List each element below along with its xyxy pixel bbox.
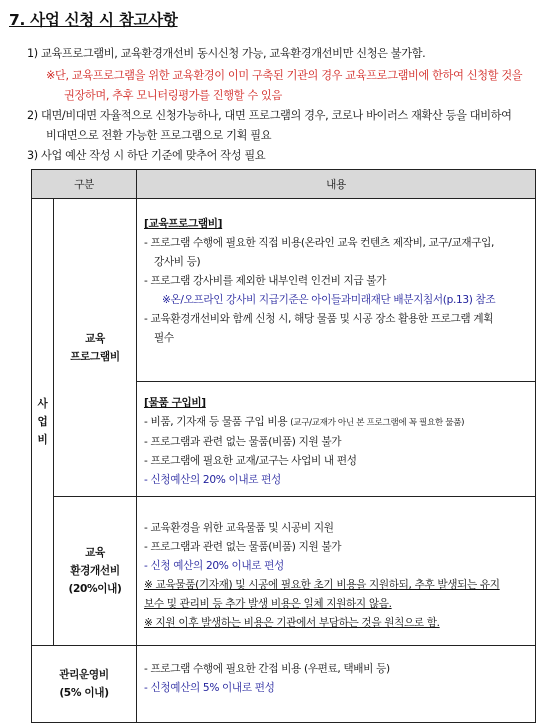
goods-limit-line: - 신청예산의 20% 이내로 편성	[144, 474, 281, 486]
admin-limit-line: - 신청예산의 5% 이내로 편성	[144, 682, 275, 694]
env-note: 보수 및 관리비 등 추가 발생 비용은 일체 지원하지 않음.	[144, 598, 392, 610]
goods-line: - 프로그램과 관련 없는 물품(비품) 지원 불가	[144, 436, 342, 448]
edu-line: 강사비 등)	[154, 256, 201, 268]
edu-line: 필수	[154, 332, 174, 344]
goods-heading: [물품 구입비]	[144, 397, 206, 409]
section-title: 7. 사업 신청 시 참고사항	[9, 11, 178, 29]
env-note: ※ 교육물품(기자재) 및 시공에 필요한 초기 비용을 지원하되, 추후 발생되는 유지	[144, 579, 500, 591]
edu-program-content	[137, 199, 536, 382]
env-line: - 프로그램과 관련 없는 물품(비품) 지원 불가	[144, 541, 342, 553]
edu-line: - 교육환경개선비와 함께 신청 시, 해당 물품 및 시공 장소 활용한 프로그램 계획	[144, 313, 494, 325]
edu-fee-note: ※온/오프라인 강사비 지급기준은 아이들과미래재단 배분지침서(p.13) 참조	[162, 294, 496, 306]
admin-content	[137, 646, 536, 723]
header-content: 내용	[137, 170, 536, 199]
edu-line: - 프로그램 수행에 필요한 직접 비용(온라인 교육 컨텐츠 제작비, 교구/교재구입,	[144, 237, 495, 249]
group-label-project-cost: 사 업 비	[32, 199, 54, 646]
label-edu-program: 교육 프로그램비	[54, 199, 137, 497]
header-category: 구분	[32, 170, 137, 199]
item-1-note: ※단, 교육프로그램을 위한 교육환경이 이미 구축된 기관의 경우 교육프로그램비에 한하여 신청할 것을	[46, 69, 523, 82]
goods-line: - 프로그램에 필요한 교재/교구는 사업비 내 편성	[144, 455, 357, 467]
admin-line: - 프로그램 수행에 필요한 간접 비용 (우편료, 택배비 등)	[144, 663, 390, 675]
goods-content	[137, 382, 536, 497]
item-1-note-cont: 권장하며, 추후 모니터링평가를 진행할 수 있음	[64, 89, 282, 102]
label-admin-cost: 관리운영비 (5% 이내)	[32, 646, 137, 723]
label-env-improvement: 교육 환경개선비 (20%이내)	[54, 497, 137, 646]
budget-table	[31, 169, 536, 723]
item-2: 2) 대면/비대면 자율적으로 신청가능하나, 대면 프로그램의 경우, 코로나 바이러스 재확산 등을 대비하여	[27, 109, 512, 122]
item-1: 1) 교육프로그램비, 교육환경개선비 동시신청 가능, 교육환경개선비만 신청은 불가함.	[27, 47, 426, 60]
env-limit-line: - 신청 예산의 20% 이내로 편성	[144, 560, 284, 572]
env-content	[137, 497, 536, 646]
edu-program-heading: [교육프로그램비]	[144, 218, 223, 230]
env-note: ※ 지원 이후 발생하는 비용은 기관에서 부담하는 것을 원칙으로 함.	[144, 617, 440, 629]
edu-line: - 프로그램 강사비를 제외한 내부인력 인건비 지급 불가	[144, 275, 387, 287]
item-3: 3) 사업 예산 작성 시 하단 기준에 맞추어 작성 필요	[27, 149, 266, 162]
item-2-cont: 비대면으로 전환 가능한 프로그램으로 기획 필요	[46, 129, 272, 142]
env-line: - 교육환경을 위한 교육물품 및 시공비 지원	[144, 522, 334, 534]
goods-line: - 비품, 기자재 등 물품 구입 비용 (교구/교재가 아닌 본 프로그램에 꼭 필요한 물품)	[144, 416, 465, 428]
